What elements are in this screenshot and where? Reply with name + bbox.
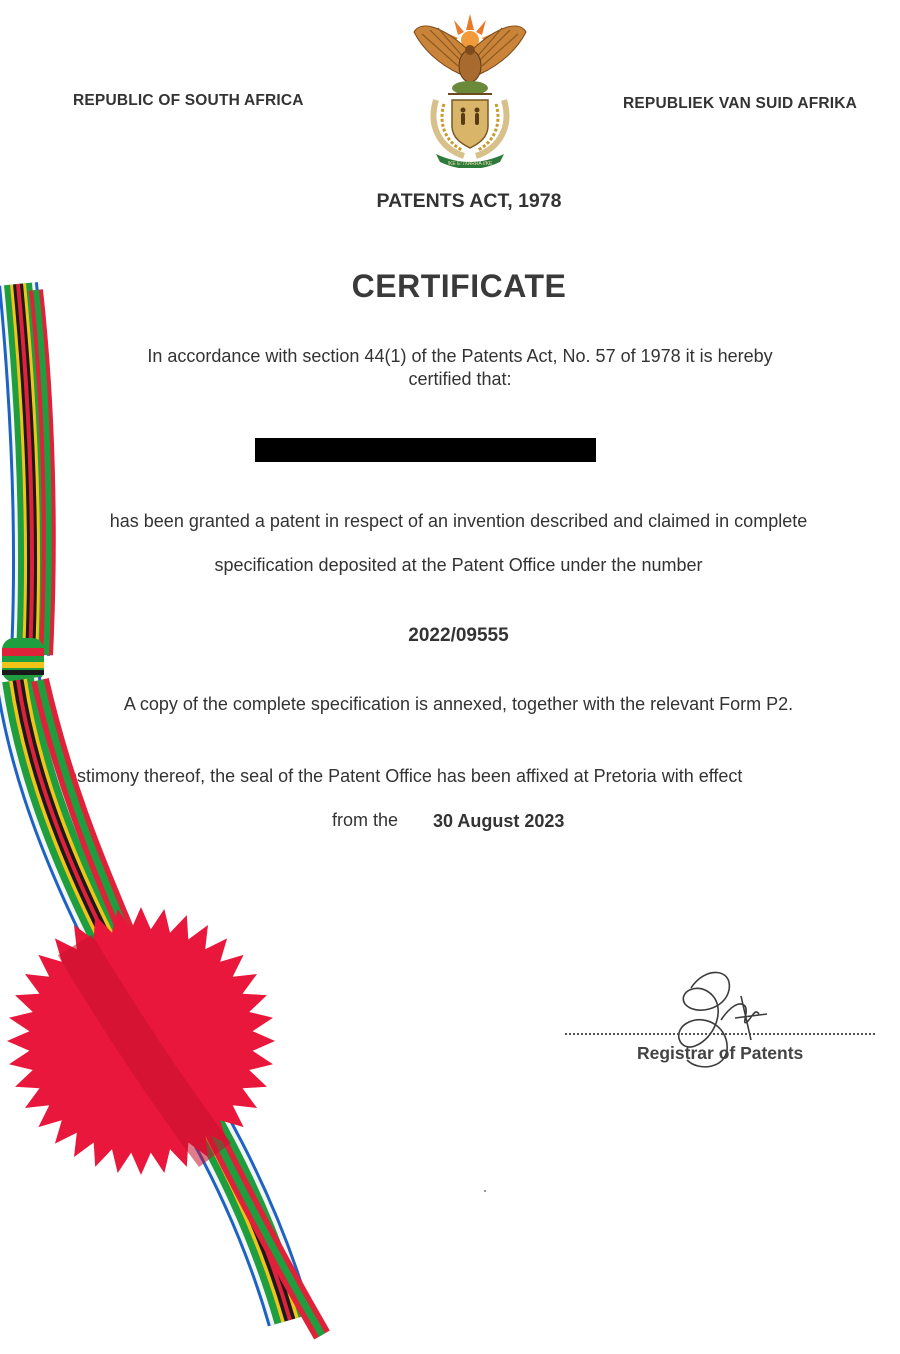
intro-line-1: In accordance with section 44(1) of the Patents Act, No. 57 of 1978 it is hereby (147, 346, 773, 366)
testimony-statement: testimony thereof, the seal of the Patent Office has been affixed at Pretoria with effect (62, 766, 743, 786)
svg-text:!KE E: /XARRA //KE: !KE E: /XARRA //KE (447, 161, 493, 167)
handwritten-signature (655, 960, 775, 1075)
intro-line-2: certified that: (408, 369, 512, 389)
intro-paragraph (100, 345, 820, 391)
grant-line-2: specification deposited at the Patent Office under the number (214, 555, 703, 575)
header-left-text: REPUBLIC OF SOUTH AFRICA (73, 92, 304, 109)
copy-statement: A copy of the complete specification is annexed, together with the relevant Form P2. (123, 694, 794, 714)
coat-of-arms-emblem (408, 8, 532, 168)
effective-date: 30 August 2023 (433, 811, 565, 831)
redacted-name-block (255, 438, 596, 462)
registrar-title: Registrar of Patents (637, 1043, 804, 1063)
speck-mark (484, 1190, 486, 1192)
certificate-title: CERTIFICATE (351, 268, 567, 304)
act-heading: PATENTS ACT, 1978 (376, 190, 562, 212)
ribbon-upper-strand (18, 284, 32, 655)
red-wax-seal (5, 905, 277, 1177)
header-right-text: REPUBLIEK VAN SUID AFRIKA (623, 95, 858, 112)
ribbon-second-strand (36, 290, 49, 655)
patent-number: 2022/09555 (408, 625, 509, 646)
from-label: from the (332, 810, 399, 830)
grant-line-1: has been granted a patent in respect of an invention described and claimed in complete (109, 511, 808, 531)
